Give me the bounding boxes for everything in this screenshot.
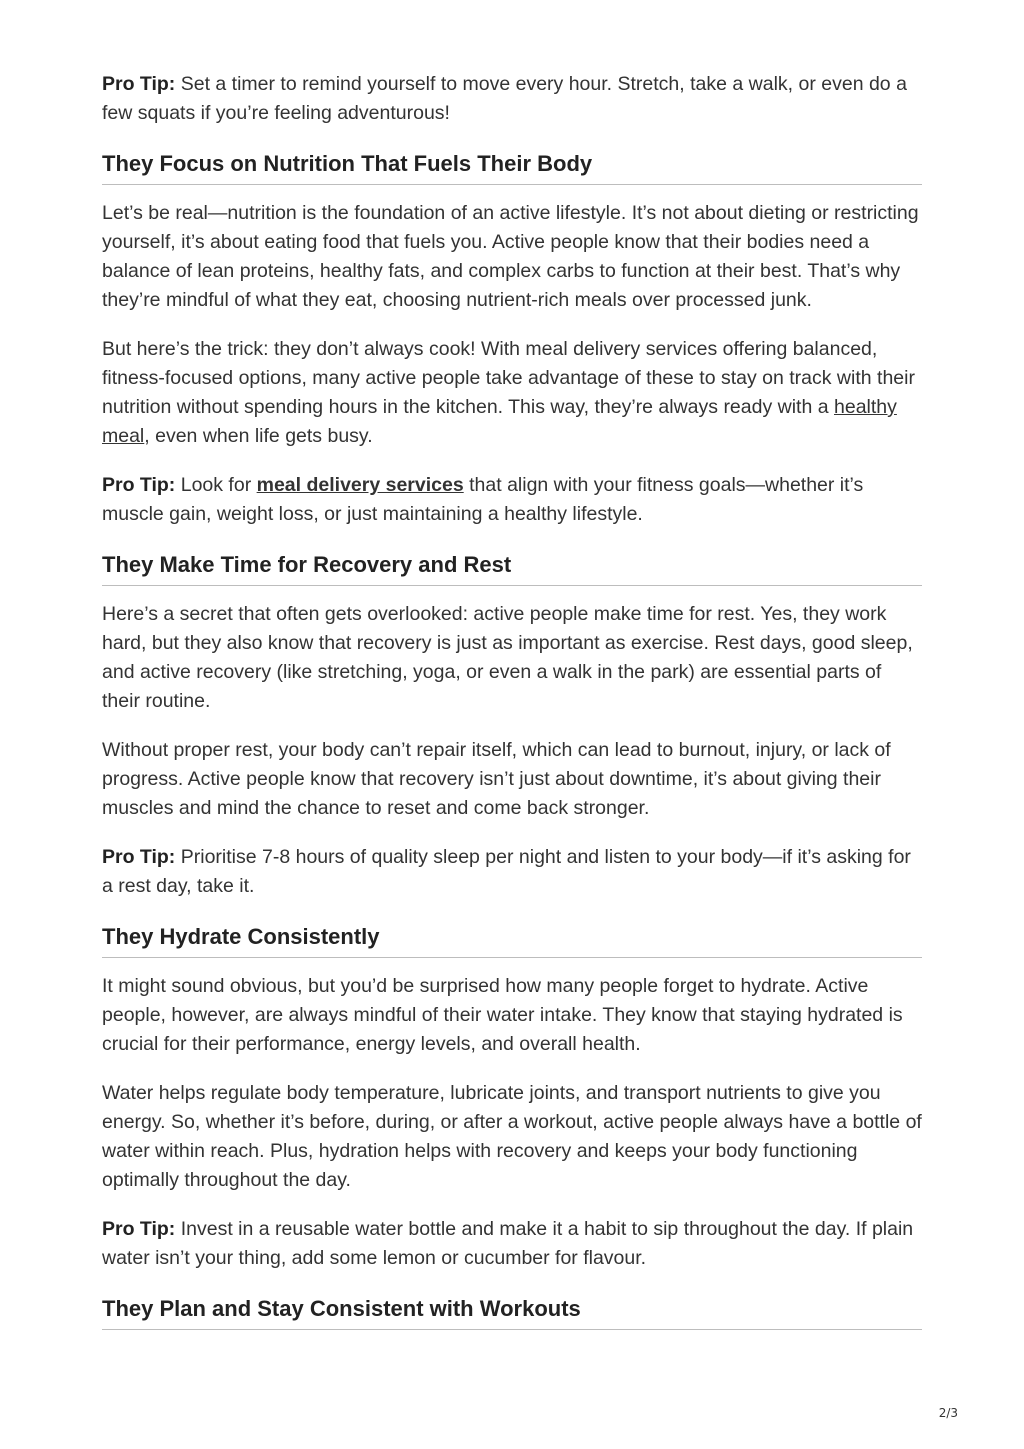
text-run: that align with your fitness goals—whether it’s muscle gain, weight loss, or just maintaining a healthy lifestyle. xyxy=(102,474,864,525)
text-run: Look for xyxy=(180,474,257,496)
pro-tip-paragraph xyxy=(102,70,922,128)
paragraph: It might sound obvious, but you’d be surprised how many people forget to hydrate. Active people, however, are always mindful of their water intake. They know that staying hydrated is crucial for their performance, energy levels, and overall health. xyxy=(102,975,903,1055)
pro-tip-label: Pro Tip: xyxy=(102,474,176,496)
paragraph: Water helps regulate body temperature, lubricate joints, and transport nutrients to give you energy. So, whether it’s before, during, or after a workout, active people always have a bottle of water within reach. Plus, hydration helps with recovery and keeps your body functioning optimally throughout the day. xyxy=(102,1082,922,1191)
paragraph: Here’s a secret that often gets overlooked: active people make time for rest. Yes, they work hard, but they also know that recovery is just as important as exercise. Rest days, good sleep, and active recovery (like stretching, yoga, or even a walk in the park) are essential parts of their routine. xyxy=(102,603,913,712)
meal-delivery-services-link[interactable]: meal delivery services xyxy=(256,474,464,496)
pro-tip-paragraph xyxy=(102,1215,922,1273)
pro-tip-paragraph xyxy=(102,471,922,529)
pro-tip-text: Invest in a reusable water bottle and make it a habit to sip throughout the day. If plain water isn’t your thing, add some lemon or cucumber for flavour. xyxy=(102,1218,914,1269)
paragraph xyxy=(102,335,922,451)
pro-tip-text: Prioritise 7-8 hours of quality sleep per night and listen to your body—if it’s asking for a rest day, take it. xyxy=(102,846,911,897)
text-run: , even when life gets busy. xyxy=(144,425,373,447)
paragraph: Let’s be real—nutrition is the foundation of an active lifestyle. It’s not about dieting or restricting yourself, it’s about eating food that fuels you. Active people know that their bodies need a balance of lean proteins, healthy fats, and complex carbs to function at their best. That’s why they’re mindful of what they eat, choosing nutrient-rich meals over processed junk. xyxy=(102,202,919,311)
page-number: 2/3 xyxy=(938,1406,958,1420)
pro-tip-label: Pro Tip: xyxy=(102,1218,176,1240)
pro-tip-label: Pro Tip: xyxy=(102,73,176,95)
pro-tip-label: Pro Tip: xyxy=(102,846,176,868)
section-heading: They Hydrate Consistently xyxy=(102,923,922,958)
pro-tip-paragraph xyxy=(102,843,922,901)
text-run: But here’s the trick: they don’t always cook! With meal delivery services offering balanced, fitness-focused options, many active people take advantage of these to stay on track with their nutrition without spending hours in the kitchen. This way, they’re always ready with a xyxy=(102,338,915,418)
pro-tip-text: Set a timer to remind yourself to move every hour. Stretch, take a walk, or even do a few squats if you’re feeling adventurous! xyxy=(102,73,907,124)
article-body xyxy=(102,70,922,1344)
section-heading: They Plan and Stay Consistent with Workouts xyxy=(102,1295,922,1330)
section-heading: They Make Time for Recovery and Rest xyxy=(102,551,922,586)
section-heading: They Focus on Nutrition That Fuels Their Body xyxy=(102,150,922,185)
paragraph: Without proper rest, your body can’t repair itself, which can lead to burnout, injury, or lack of progress. Active people know that recovery isn’t just about downtime, it’s about giving their muscles and mind the chance to reset and come back stronger. xyxy=(102,739,891,819)
healthy-meal-link[interactable]: healthy meal xyxy=(102,396,897,447)
